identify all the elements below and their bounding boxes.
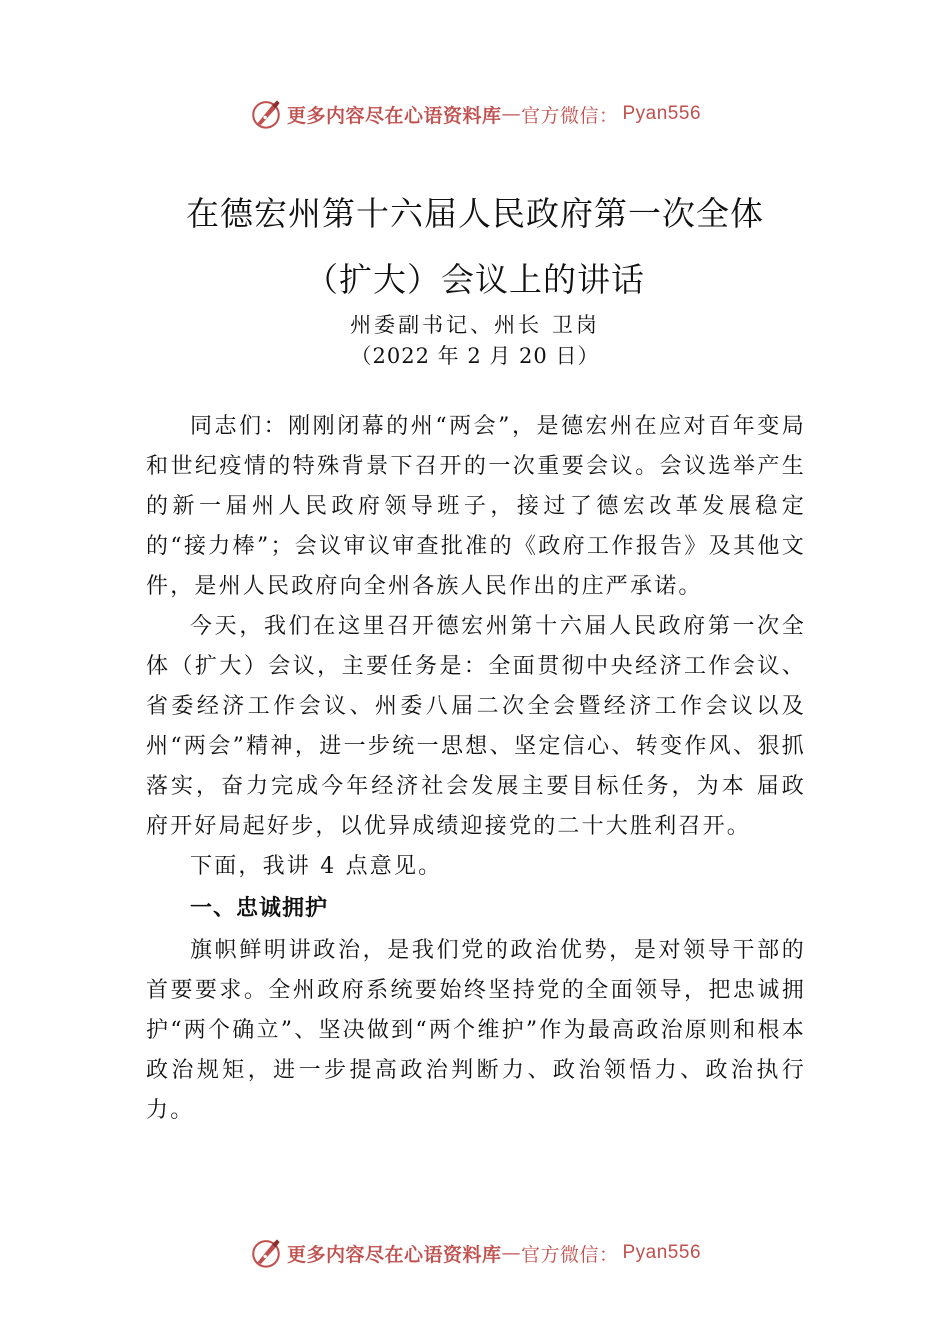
pen-nib-logo-icon: [249, 97, 283, 131]
document-title-line1: 在德宏州第十六届人民政府第一次全体: [186, 194, 764, 233]
document-date: （2022 年 2 月 20 日）: [350, 344, 600, 368]
watermark-separator: —: [501, 103, 521, 125]
section-1-paragraph: 旗帜鲜明讲政治，是我们党的政治优势，是对领导干部的首要要求。全州政府系统要始终坚持党的全面领导，把忠诚拥护“两个确立”、坚决做到“两个维护”作为最高政治原则和根本政治规矩，进一步提高政治判断力、政治领悟力、政治执行力。: [146, 938, 806, 1123]
watermark-main-text: 更多内容尽在心语资料库: [286, 1243, 502, 1266]
body-paragraph-2: 今天，我们在这里召开德宏州第十六届人民政府第一次全体（扩大）会议，主要任务是：全面贯彻中央经济工作会议、省委经济工作会议、州委八届二次全会暨经济工作会议以及州“两会”精神，进一步统一思想、坚定信心、转变作风、狠抓落实，奋力完成今年经济社会发展主要目标任务，为本 届政府开好局起好步，以优异成绩迎接党的二十大胜利召开。: [146, 614, 806, 839]
document-title-line2: （扩大）会议上的讲话: [305, 260, 645, 299]
body-paragraph-3: 下面，我讲 4 点意见。: [190, 854, 443, 879]
watermark-footer: [0, 1233, 950, 1273]
watermark-header: [0, 94, 950, 134]
section-heading-1: 一、忠诚拥护: [190, 896, 329, 921]
watermark-separator: —: [501, 1242, 521, 1264]
watermark-wechat-id: Pyan556: [622, 103, 702, 124]
watermark-label: 官方微信：: [520, 1243, 619, 1266]
body-paragraph-1: 同志们：刚刚闭幕的州“两会”，是德宏州在应对百年变局和世纪疫情的特殊背景下召开的一次重要会议。会议选举产生的新一届州人民政府领导班子，接过了德宏改革发展稳定的“接力棒”；会议审议审查批准的《政府工作报告》及其他文件，是州人民政府向全州各族人民作出的庄严承诺。: [146, 414, 806, 599]
watermark-label: 官方微信：: [520, 104, 619, 127]
watermark-main-text: 更多内容尽在心语资料库: [286, 104, 502, 127]
document-author: 州委副书记、州长 卫岗: [350, 313, 600, 337]
pen-nib-logo-icon: [249, 1236, 283, 1270]
watermark-wechat-id: Pyan556: [622, 1242, 702, 1263]
document-body: [146, 407, 806, 1131]
